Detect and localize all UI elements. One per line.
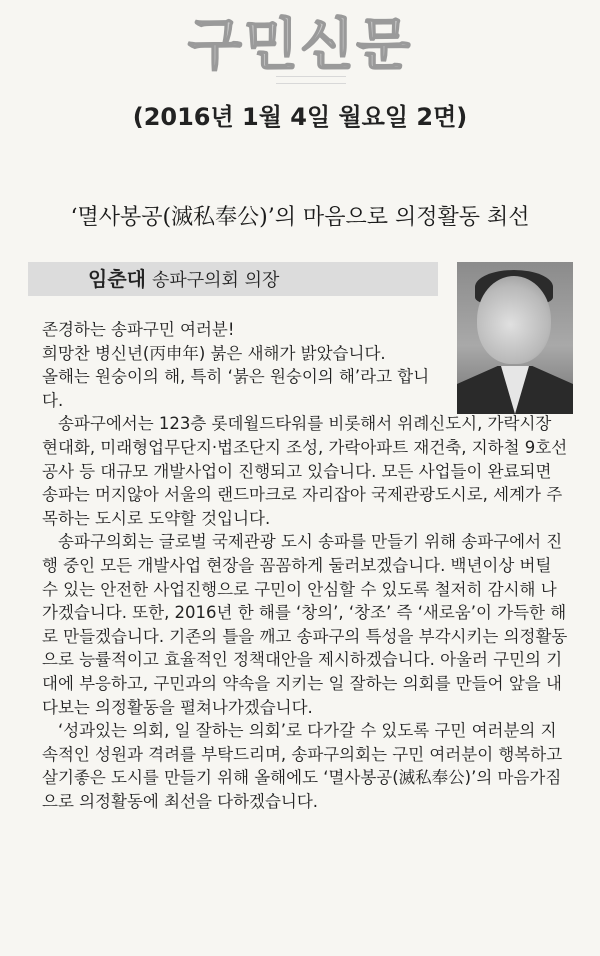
paragraph-closing: ‘성과있는 의회, 일 잘하는 의회’로 다가갈 수 있도록 구민 여러분의 지속적인 성원과 격려를 부탁드리며, 송파구의회는 구민 여러분이 행복하고 살기좋은 도시를 만들기 위해 올해에도 ‘멸사봉공(滅私奉公)’의 마음가짐으로 의정활동에 최선을 다하겠습니다. — [42, 721, 563, 811]
paragraph-monkey-year: 올해는 원숭이의 해, 특히 ‘붉은 원숭이의 해’라고 합니다. — [42, 367, 430, 410]
paragraph-new-year: 희망찬 병신년(丙申年) 붉은 새해가 밝았습니다. — [42, 343, 386, 363]
article-headline: ‘멸사봉공(滅私奉公)’의 마음으로 의정활동 최선 — [70, 205, 530, 230]
author-title: 송파구의회 의장 — [151, 270, 280, 291]
paragraph-council-plan: 송파구의회는 글로벌 국제관광 도시 송파를 만들기 위해 송파구에서 진행 중인 모든 개발사업 현장을 꼼꼼하게 둘러보겠습니다. 백년이상 버틸 수 있는 안전한 사업진행으로 구민이 안심할 수 있도록 철저히 감시해 나가겠습니다. 또한, 2016년 한 해를 ‘창의’, ‘창조’ 즉 ‘새로움’이 가득한 해로 만들겠습니다. 기존의 틀을 깨고 송파구의 특성을 부각시키는 의정활동으로 능률적이고 효율적인 정책대안을 제시하겠습니다. 아울러 구민의 기대에 부응하고, 구민과의 약속을 지키는 일 잘하는 의회를 만들어 앞을 내다보는 의정활동을 펼쳐나가겠습니다. — [42, 532, 568, 717]
paragraph-greeting: 존경하는 송파구민 여러분! — [42, 320, 235, 339]
logo-underline — [276, 76, 346, 84]
masthead — [0, 14, 600, 84]
byline — [88, 262, 279, 296]
article-body — [42, 318, 572, 813]
paragraph-development: 송파구에서는 123층 롯데월드타워를 비롯해서 위례신도시, 가락시장 현대화, 미래형업무단지·법조단지 조성, 가락아파트 재건축, 지하철 9호선 공사 등 대규모 개발사업이 진행되고 있습니다. 모든 사업들이 완료되면 송파는 머지않아 서울의 랜드마크로 자리잡아 국제관광도시로, 세계가 주목하는 도시로 도약할 것입니다. — [42, 414, 568, 528]
newspaper-logo: 구민신문 — [187, 13, 413, 78]
publication-date: (2016년 1월 4일 월요일 2면) — [132, 103, 468, 131]
author-name: 임춘대 — [88, 267, 146, 291]
